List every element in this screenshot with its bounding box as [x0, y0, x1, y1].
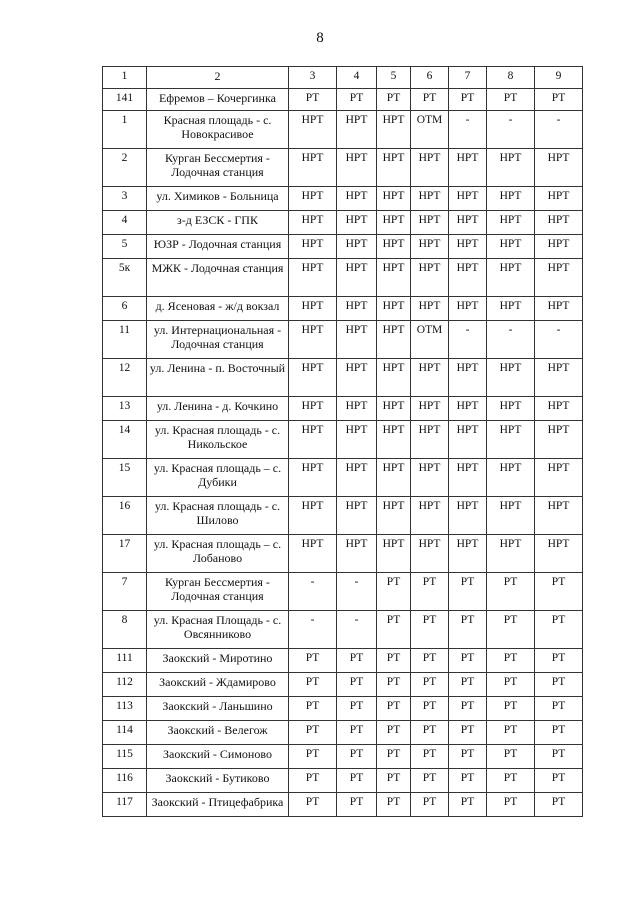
table-cell: 15 — [103, 459, 147, 497]
table-cell: ОТМ — [411, 321, 449, 359]
table-row — [103, 573, 583, 611]
table-cell: НРТ — [289, 187, 337, 211]
table-cell: ул. Красная площадь - с. Шилово — [147, 497, 289, 535]
table-cell: РТ — [487, 573, 535, 611]
table-cell: НРТ — [411, 211, 449, 235]
table-cell: РТ — [411, 793, 449, 817]
table-cell: НРТ — [289, 497, 337, 535]
table-row — [103, 359, 583, 397]
table-cell: НРТ — [449, 459, 487, 497]
table-row — [103, 321, 583, 359]
table-row — [103, 211, 583, 235]
table-row — [103, 187, 583, 211]
table-row — [103, 649, 583, 673]
table-cell: РТ — [289, 793, 337, 817]
table-cell: НРТ — [289, 421, 337, 459]
table-cell: РТ — [337, 793, 377, 817]
table-cell: НРТ — [487, 235, 535, 259]
table-cell: НРТ — [449, 211, 487, 235]
table-cell: 1 — [103, 111, 147, 149]
table-cell: НРТ — [337, 111, 377, 149]
table-cell: РТ — [377, 89, 411, 111]
table-cell: НРТ — [411, 459, 449, 497]
table-row — [103, 535, 583, 573]
table-cell: - — [289, 573, 337, 611]
table-cell: НРТ — [411, 297, 449, 321]
table-cell: Заокский - Ждамирово — [147, 673, 289, 697]
table-cell: НРТ — [411, 359, 449, 397]
table-cell: НРТ — [535, 297, 583, 321]
table-cell: НРТ — [535, 211, 583, 235]
table-cell: НРТ — [449, 397, 487, 421]
table-row — [103, 611, 583, 649]
table-cell: ОТМ — [411, 111, 449, 149]
table-cell: РТ — [449, 793, 487, 817]
table-cell: РТ — [449, 769, 487, 793]
table-cell: НРТ — [289, 259, 337, 297]
table-cell: 4 — [103, 211, 147, 235]
table-cell: 5к — [103, 259, 147, 297]
table-cell: РТ — [289, 673, 337, 697]
table-cell: 6 — [103, 297, 147, 321]
table-cell: НРТ — [487, 397, 535, 421]
table-cell: 16 — [103, 497, 147, 535]
table-row — [103, 793, 583, 817]
table-cell: РТ — [289, 745, 337, 769]
table-cell: НРТ — [449, 497, 487, 535]
table-cell: РТ — [377, 673, 411, 697]
table-cell: РТ — [289, 769, 337, 793]
table-cell: РТ — [449, 745, 487, 769]
table-cell: НРТ — [487, 421, 535, 459]
table-cell: РТ — [449, 721, 487, 745]
table-cell: НРТ — [487, 187, 535, 211]
table-cell: НРТ — [289, 297, 337, 321]
table-cell: НРТ — [289, 359, 337, 397]
table-cell: НРТ — [337, 187, 377, 211]
table-cell: Курган Бессмертия - Лодочная станция — [147, 149, 289, 187]
table-cell: НРТ — [337, 497, 377, 535]
table-cell: НРТ — [337, 259, 377, 297]
table-cell: 14 — [103, 421, 147, 459]
table-cell: НРТ — [535, 187, 583, 211]
table-cell: РТ — [535, 769, 583, 793]
table-cell: НРТ — [289, 149, 337, 187]
table-cell: РТ — [449, 611, 487, 649]
table-cell: Курган Бессмертия - Лодочная станция — [147, 573, 289, 611]
table-cell: МЖК - Лодочная станция — [147, 259, 289, 297]
table-cell: 17 — [103, 535, 147, 573]
header-cell: 5 — [377, 67, 411, 89]
table-cell: РТ — [377, 649, 411, 673]
table-cell: НРТ — [487, 535, 535, 573]
table-cell: НРТ — [535, 497, 583, 535]
table-cell: НРТ — [411, 259, 449, 297]
table-cell: Красная площадь - с. Новокрасивое — [147, 111, 289, 149]
table-cell: НРТ — [337, 297, 377, 321]
table-cell: ул. Химиков - Больница — [147, 187, 289, 211]
table-cell: з-д ЕЗСК - ГПК — [147, 211, 289, 235]
table-cell: - — [449, 321, 487, 359]
table-cell: РТ — [411, 649, 449, 673]
table-cell: ул. Ленина - д. Кочкино — [147, 397, 289, 421]
table-cell: РТ — [487, 89, 535, 111]
table-cell: Заокский - Бутиково — [147, 769, 289, 793]
table-cell: НРТ — [535, 359, 583, 397]
header-cell: 6 — [411, 67, 449, 89]
table-cell: РТ — [535, 697, 583, 721]
header-cell: 2 — [147, 67, 289, 89]
table-row — [103, 149, 583, 187]
table-cell: НРТ — [449, 149, 487, 187]
table-cell: Заокский - Миротино — [147, 649, 289, 673]
table-cell: 3 — [103, 187, 147, 211]
table-cell: 116 — [103, 769, 147, 793]
table-cell: РТ — [337, 721, 377, 745]
table-cell: РТ — [289, 89, 337, 111]
table-cell: НРТ — [377, 421, 411, 459]
table-cell: РТ — [411, 721, 449, 745]
table-cell: РТ — [535, 721, 583, 745]
table-cell: НРТ — [411, 535, 449, 573]
table-cell: 13 — [103, 397, 147, 421]
table-cell: НРТ — [449, 187, 487, 211]
table-cell: РТ — [377, 573, 411, 611]
table-row — [103, 397, 583, 421]
table-cell: РТ — [487, 745, 535, 769]
table-cell: НРТ — [377, 211, 411, 235]
page-number: 8 — [316, 30, 324, 46]
header-cell: 3 — [289, 67, 337, 89]
table-cell: НРТ — [411, 149, 449, 187]
table-cell: РТ — [337, 673, 377, 697]
table-row — [103, 673, 583, 697]
table-row — [103, 297, 583, 321]
table-cell: РТ — [377, 611, 411, 649]
table-cell: НРТ — [377, 321, 411, 359]
table-cell: 11 — [103, 321, 147, 359]
table-cell: Заокский - Симоново — [147, 745, 289, 769]
table-cell: РТ — [449, 89, 487, 111]
table-cell: ул. Красная площадь - с. Никольское — [147, 421, 289, 459]
table-cell: 113 — [103, 697, 147, 721]
table-cell: РТ — [487, 649, 535, 673]
table-cell: РТ — [487, 673, 535, 697]
table-cell: НРТ — [377, 297, 411, 321]
table-cell: НРТ — [377, 459, 411, 497]
table-cell: НРТ — [449, 297, 487, 321]
table-cell: НРТ — [377, 497, 411, 535]
table-cell: РТ — [411, 573, 449, 611]
table-cell: НРТ — [411, 187, 449, 211]
table-cell: НРТ — [289, 321, 337, 359]
header-cell: 1 — [103, 67, 147, 89]
table-cell: НРТ — [377, 187, 411, 211]
table-row — [103, 769, 583, 793]
table-cell: 5 — [103, 235, 147, 259]
table-cell: НРТ — [337, 421, 377, 459]
table-cell: РТ — [535, 745, 583, 769]
table-cell: РТ — [411, 89, 449, 111]
header-cell: 9 — [535, 67, 583, 89]
table-cell: НРТ — [535, 421, 583, 459]
table-row — [103, 497, 583, 535]
table-cell: НРТ — [411, 421, 449, 459]
table-cell: РТ — [377, 769, 411, 793]
table-cell: РТ — [337, 745, 377, 769]
table-cell: НРТ — [535, 397, 583, 421]
table-cell: ул. Красная площадь – с. Лобаново — [147, 535, 289, 573]
table-cell: 117 — [103, 793, 147, 817]
table-cell: НРТ — [289, 535, 337, 573]
table-cell: РТ — [289, 721, 337, 745]
table-cell: - — [289, 611, 337, 649]
table-cell: НРТ — [487, 297, 535, 321]
table-cell: РТ — [449, 697, 487, 721]
table-cell: НРТ — [487, 359, 535, 397]
table-cell: РТ — [377, 721, 411, 745]
table-cell: НРТ — [411, 497, 449, 535]
table-cell: ул. Ленина - п. Восточный — [147, 359, 289, 397]
table-cell: НРТ — [289, 397, 337, 421]
table-cell: 12 — [103, 359, 147, 397]
table-cell: НРТ — [535, 459, 583, 497]
table-cell: НРТ — [411, 397, 449, 421]
table-cell: РТ — [535, 673, 583, 697]
table-cell: РТ — [535, 649, 583, 673]
table-cell: НРТ — [377, 535, 411, 573]
header-cell: 4 — [337, 67, 377, 89]
table-cell: НРТ — [487, 259, 535, 297]
table-cell: 114 — [103, 721, 147, 745]
table-cell: РТ — [487, 611, 535, 649]
table-cell: РТ — [337, 89, 377, 111]
table-cell: НРТ — [377, 397, 411, 421]
table-cell: НРТ — [535, 235, 583, 259]
table-header-row — [103, 67, 583, 89]
table-cell: НРТ — [377, 235, 411, 259]
header-cell: 7 — [449, 67, 487, 89]
table-cell: НРТ — [337, 535, 377, 573]
routes-table — [102, 66, 583, 817]
table-cell: - — [449, 111, 487, 149]
table-cell: д. Ясеновая - ж/д вокзал — [147, 297, 289, 321]
table-row — [103, 459, 583, 497]
table-cell: НРТ — [337, 359, 377, 397]
table-row — [103, 745, 583, 769]
table-cell: РТ — [487, 697, 535, 721]
table-cell: НРТ — [377, 359, 411, 397]
table-cell: - — [337, 611, 377, 649]
table-cell: 111 — [103, 649, 147, 673]
table-cell: НРТ — [487, 211, 535, 235]
table-cell: РТ — [411, 769, 449, 793]
table-cell: РТ — [535, 573, 583, 611]
table-cell: НРТ — [337, 149, 377, 187]
table-row — [103, 235, 583, 259]
table-cell: НРТ — [449, 235, 487, 259]
table-cell: РТ — [411, 745, 449, 769]
table-cell: НРТ — [337, 459, 377, 497]
table-cell: НРТ — [289, 235, 337, 259]
table-cell: НРТ — [337, 211, 377, 235]
table-cell: НРТ — [377, 149, 411, 187]
table-cell: РТ — [289, 649, 337, 673]
table-cell: НРТ — [377, 111, 411, 149]
table-cell: 141 — [103, 89, 147, 111]
table-cell: НРТ — [377, 259, 411, 297]
table-cell: НРТ — [289, 459, 337, 497]
table-cell: НРТ — [487, 149, 535, 187]
table-cell: ЮЗР - Лодочная станция — [147, 235, 289, 259]
table-cell: Ефремов – Кочергинка — [147, 89, 289, 111]
table-cell: РТ — [377, 793, 411, 817]
table-cell: Заокский - Велегож — [147, 721, 289, 745]
table-cell: НРТ — [535, 535, 583, 573]
table-cell: РТ — [487, 721, 535, 745]
table-cell: РТ — [377, 745, 411, 769]
table-cell: НРТ — [487, 497, 535, 535]
table-cell: ул. Красная Площадь - с. Овсянниково — [147, 611, 289, 649]
table-cell: РТ — [377, 697, 411, 721]
table-cell: НРТ — [289, 111, 337, 149]
table-cell: РТ — [411, 673, 449, 697]
table-cell: РТ — [337, 769, 377, 793]
table-cell: - — [487, 111, 535, 149]
table-row — [103, 111, 583, 149]
table-cell: НРТ — [337, 321, 377, 359]
table-cell: НРТ — [337, 397, 377, 421]
table-cell: РТ — [535, 793, 583, 817]
table-cell: 8 — [103, 611, 147, 649]
table-cell: НРТ — [535, 259, 583, 297]
header-cell: 8 — [487, 67, 535, 89]
table-cell: РТ — [337, 697, 377, 721]
table-cell: НРТ — [449, 359, 487, 397]
table-cell: НРТ — [535, 149, 583, 187]
table-cell: 7 — [103, 573, 147, 611]
table-cell: НРТ — [487, 459, 535, 497]
table-cell: - — [487, 321, 535, 359]
table-cell: РТ — [289, 697, 337, 721]
table-cell: - — [337, 573, 377, 611]
table-cell: РТ — [487, 769, 535, 793]
table-cell: НРТ — [449, 535, 487, 573]
table-cell: РТ — [535, 89, 583, 111]
table-cell: - — [535, 321, 583, 359]
table-cell: НРТ — [337, 235, 377, 259]
table-cell: РТ — [411, 611, 449, 649]
table-cell: 115 — [103, 745, 147, 769]
table-cell: ул. Интернациональная - Лодочная станция — [147, 321, 289, 359]
table-cell: НРТ — [411, 235, 449, 259]
table-cell: РТ — [487, 793, 535, 817]
table-cell: РТ — [535, 611, 583, 649]
table-cell: РТ — [449, 573, 487, 611]
table-row — [103, 697, 583, 721]
table-cell: НРТ — [289, 211, 337, 235]
table-cell: Заокский - Ланьшино — [147, 697, 289, 721]
table-cell: РТ — [337, 649, 377, 673]
table-cell: 112 — [103, 673, 147, 697]
table-row — [103, 721, 583, 745]
table-row — [103, 259, 583, 297]
table-cell: - — [535, 111, 583, 149]
table-cell: НРТ — [449, 259, 487, 297]
table-cell: РТ — [449, 649, 487, 673]
table-cell: ул. Красная площадь – с. Дубики — [147, 459, 289, 497]
table-cell: РТ — [449, 673, 487, 697]
table-cell: НРТ — [449, 421, 487, 459]
table-cell: 2 — [103, 149, 147, 187]
table-row — [103, 421, 583, 459]
table-row — [103, 89, 583, 111]
table-cell: РТ — [411, 697, 449, 721]
table-cell: Заокский - Птицефабрика — [147, 793, 289, 817]
